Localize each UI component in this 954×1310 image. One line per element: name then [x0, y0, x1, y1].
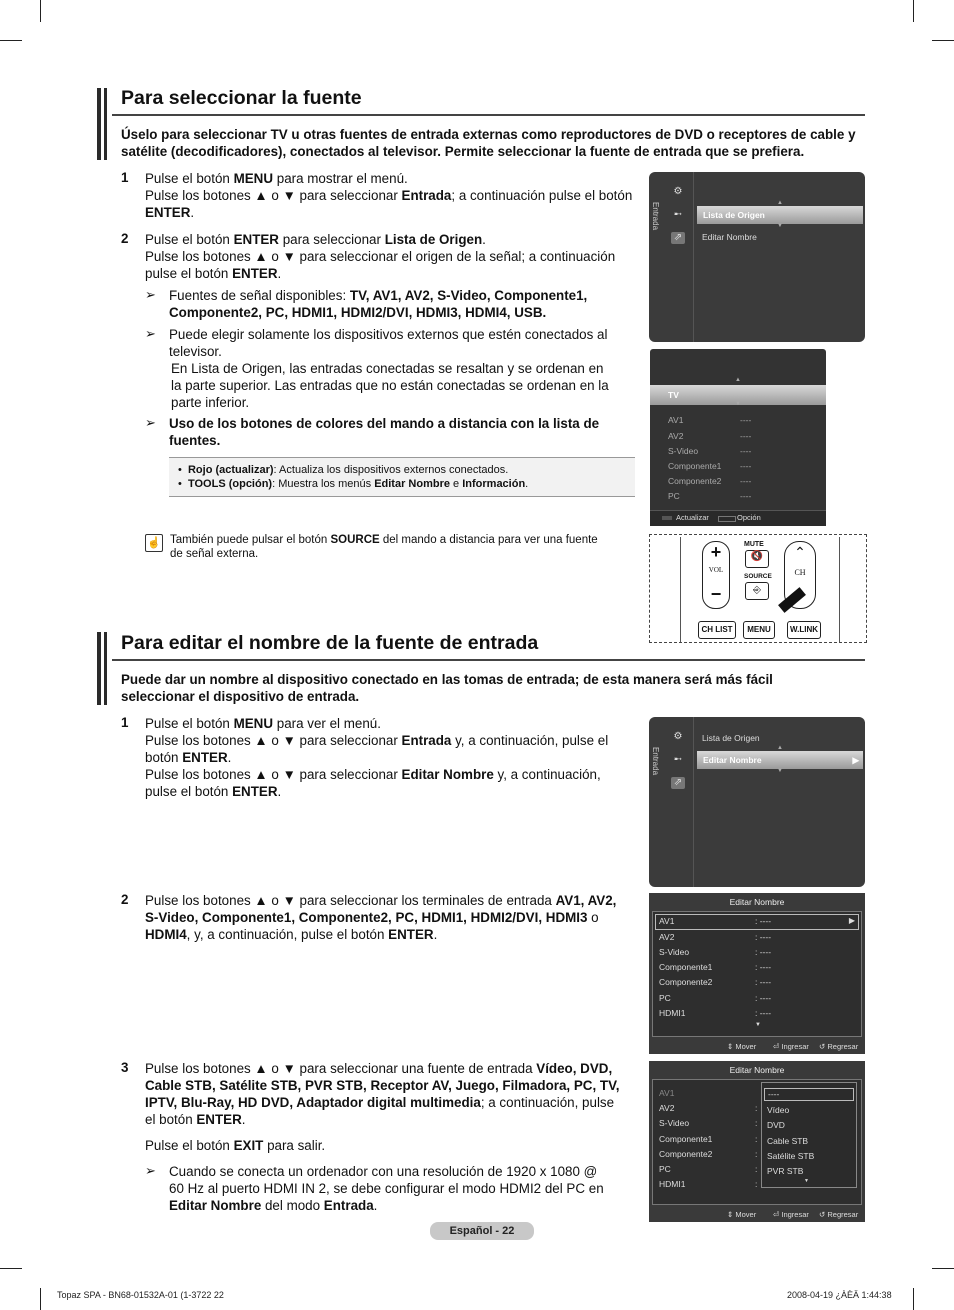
down-arrow-icon: ▼ — [755, 1022, 761, 1028]
source-row[interactable]: S-Video — [668, 446, 699, 456]
menu-screen-entrada — [649, 172, 865, 342]
step-number: 2 — [121, 892, 129, 907]
up-arrow-icon: ▲ — [777, 745, 783, 751]
option-label: Opción — [737, 513, 761, 522]
input-row[interactable]: S-Video — [659, 947, 690, 957]
input-row[interactable]: Componente1 — [659, 962, 713, 972]
print-slug-left: Topaz SPA - BN68-01532A-01 (1-3722 22 — [57, 1290, 224, 1300]
mute-label: MUTE — [744, 541, 764, 548]
up-arrow-icon: ▲ — [735, 377, 741, 383]
input-name-value: : ---- — [755, 1008, 772, 1018]
input-row[interactable]: S-Video — [659, 1118, 690, 1128]
crop-mark — [0, 40, 22, 41]
section-intro: Úselo para seleccionar TV u otras fuentes de entrada externas como reproductores de DVD o receptores de cable y satélite (decodificadores), conectados al televisor. Permite seleccionar la fuente de entrada que se prefiera. — [121, 127, 856, 159]
down-arrow-icon: ▼ — [777, 768, 783, 774]
return-hint: ↺ Regresar — [819, 1042, 859, 1051]
step-number: 1 — [121, 170, 129, 185]
source-list-footer — [650, 510, 826, 526]
input-row[interactable]: Componente2 — [659, 977, 713, 987]
chevron-right-icon: ▶ — [852, 755, 859, 765]
tools-button-icon — [718, 516, 736, 522]
chlist-button[interactable]: CH LIST — [698, 621, 736, 639]
step-number: 1 — [121, 715, 129, 730]
input-name-value: : ---- — [755, 932, 772, 942]
hdmi-note: Cuando se conecta un ordenador con una resolución de 1920 x 1080 @ 60 Hz al puerto HDMI IN 2, se debe configurar el modo HDMI2 del PC en Editar Nombre del modo Entrada. — [169, 1164, 604, 1213]
step-number: 3 — [121, 1060, 129, 1075]
input-name-value: : ---- — [755, 993, 772, 1003]
section-bar — [97, 88, 101, 160]
menu-item-lista-de-origen[interactable]: Lista de Origen — [702, 733, 760, 743]
down-arrow-icon: ▼ — [804, 1178, 809, 1184]
input-icon: ➸ — [673, 209, 683, 220]
return-hint: ↺ Regresar — [819, 1210, 859, 1219]
channel-rocker[interactable]: ⌃ CH — [784, 541, 816, 609]
input-row[interactable]: Componente2 — [659, 1149, 713, 1159]
source-row[interactable]: PC — [668, 491, 680, 501]
crop-mark — [913, 1288, 914, 1310]
menu-side-label: Entrada — [651, 202, 660, 231]
source-tip: También puede pulsar el botón SOURCE del mando a distancia para ver una fuente de señal externa. — [170, 534, 598, 560]
source-value: ---- — [740, 431, 752, 441]
input-row[interactable]: PC — [659, 1164, 671, 1174]
arrow-bullet-icon: ➢ — [145, 287, 156, 302]
volume-rocker[interactable]: + VOL − — [702, 541, 730, 609]
chevron-right-icon: ▶ — [848, 916, 855, 925]
input-row[interactable]: AV1 — [659, 916, 675, 926]
print-slug-right: 2008-04-19 ¿ÀÈÄ 1:44:38 — [787, 1290, 892, 1300]
edit-name-title: Editar Nombre — [729, 897, 785, 907]
input-row[interactable]: AV2 — [659, 1103, 675, 1113]
source-value: ---- — [740, 446, 752, 456]
input-name-value: : ---- — [755, 947, 772, 957]
edit-name-screen — [649, 893, 865, 1054]
input-row[interactable]: PC — [659, 993, 671, 1003]
section-bar — [104, 88, 107, 160]
app-icon: ⇗ — [671, 232, 685, 244]
source-row[interactable]: AV1 — [668, 415, 684, 425]
menu-item-editar-nombre[interactable]: Editar Nombre ▶ — [697, 751, 863, 769]
input-row[interactable]: HDMI1 — [659, 1179, 686, 1189]
down-arrow-icon: ▼ — [777, 223, 783, 229]
enter-hint: ⏎ Ingresar — [773, 1210, 809, 1219]
up-arrow-icon: ▲ — [777, 200, 783, 206]
refresh-label: Actualizar — [676, 513, 709, 522]
app-icon: ⇗ — [671, 777, 685, 789]
edit-name-list: AV1 AV2 S-Video Componente1 Componente2 PC HDMI1 : : : : : : ---- Vídeo DVD Cable STB Satélite STB PVR STB ▼ — [652, 1079, 862, 1205]
menu-screen-edit-name — [649, 717, 865, 887]
source-tv[interactable]: TV — [650, 385, 826, 405]
source-row[interactable]: AV2 — [668, 431, 684, 441]
edit-step-3-text: Pulse los botones ▲ o ▼ para seleccionar una fuente de entrada Vídeo, DVD, Cable STB, Satélite STB, PVR STB, Receptor AV, Juego, Filmadora, PC, TV, IPTV, Blu-Ray, HD DVD, Adaptador digital multimedia; a continuación, pulse el botón ENTER. — [145, 1061, 620, 1127]
section-rule — [112, 114, 865, 116]
edit-step-1-text: Pulse el botón MENU para ver el menú. Pulse los botones ▲ o ▼ para seleccionar Entrada y, a continuación, pulse el botón ENTER. Pulse los botones ▲ o ▼ para seleccionar Editar Nombre y, a continuación, pulse el botón ENTER. — [145, 716, 609, 799]
bullet-sources: Fuentes de señal disponibles: TV, AV1, AV2, S-Video, Componente1, Componente2, PC, HDMI1, HDMI2/DVI, HDMI3, HDMI4, USB. — [169, 288, 588, 320]
dropdown-option[interactable]: PVR STB — [767, 1166, 804, 1176]
red-button-icon — [662, 516, 672, 520]
bullet-color-buttons: Uso de los botones de colores del mando a distancia con la lista de fuentes. — [169, 416, 600, 448]
source-value: ---- — [740, 461, 752, 471]
section-bar — [97, 632, 101, 705]
device-type-dropdown[interactable] — [761, 1082, 857, 1188]
edit-name-list — [652, 911, 862, 1037]
wlink-button[interactable]: W.LINK — [787, 621, 821, 639]
input-name-value: : ---- — [755, 977, 772, 987]
page-number: Español - 22 — [430, 1222, 534, 1240]
move-hint: ⇕ Mover — [727, 1042, 757, 1051]
bullet-connected: Puede elegir solamente los dispositivos externos que estén conectados al televisor. En Lista de Origen, las entradas conectadas se resaltan y se ordenan en la parte superior. Las entradas que no están conectadas se ordenan en la parte inferior. — [169, 327, 609, 410]
arrow-bullet-icon: ➢ — [145, 326, 156, 341]
source-value: ---- — [740, 491, 752, 501]
input-row[interactable]: AV1 — [659, 1088, 675, 1098]
color-buttons-note: • Rojo (actualizar): Actualiza los dispositivos externos conectados. • TOOLS (opción): Muestra los menús Editar Nombre e Información. — [169, 457, 635, 497]
step-2-text: Pulse el botón ENTER para seleccionar Lista de Origen. Pulse los botones ▲ o ▼ para seleccionar el origen de la señal; a continuación pulse el botón ENTER. — [145, 232, 616, 281]
step-number: 2 — [121, 231, 129, 246]
enter-hint: ⏎ Ingresar — [773, 1042, 809, 1051]
crop-mark — [932, 1268, 954, 1269]
dropdown-option[interactable]: Vídeo — [767, 1105, 790, 1115]
arrow-bullet-icon: ➢ — [145, 415, 156, 430]
menu-item-editar-nombre[interactable]: Editar Nombre — [702, 232, 757, 242]
step-1-text: Pulse el botón MENU para mostrar el menú. Pulse los botones ▲ o ▼ para seleccionar Entrada; a continuación pulse el botón ENTER. — [145, 171, 633, 220]
section-intro: Puede dar un nombre al dispositivo conectado en las tomas de entrada; de esta manera será más fácil seleccionar el dispositivo de entrada. — [121, 672, 773, 704]
note-hand-icon: ☝ — [145, 534, 163, 552]
edit-name-popup-screen — [649, 1061, 865, 1222]
crop-mark — [40, 0, 41, 22]
menu-side-label: Entrada — [651, 747, 660, 776]
section-title: Para editar el nombre de la fuente de entrada — [121, 632, 539, 654]
input-name-value: : ---- — [755, 962, 772, 972]
move-hint: ⇕ Mover — [727, 1210, 757, 1219]
mute-button[interactable]: 🔇 — [745, 550, 769, 568]
menu-item-lista-de-origen[interactable]: Lista de Origen — [697, 206, 863, 224]
dropdown-option[interactable]: DVD — [767, 1120, 785, 1130]
down-arrow-icon: ▼ — [735, 401, 741, 407]
crop-mark — [913, 0, 914, 22]
dropdown-current[interactable]: ---- — [764, 1088, 854, 1101]
input-row[interactable]: AV2 — [659, 932, 675, 942]
dropdown-option[interactable]: Cable STB — [767, 1136, 809, 1146]
source-row[interactable]: Componente2 — [668, 476, 722, 486]
dropdown-option[interactable]: Satélite STB — [767, 1151, 815, 1161]
settings-icon: ⚙ — [673, 186, 683, 197]
input-row[interactable]: Componente1 — [659, 1134, 713, 1144]
input-row[interactable]: HDMI1 — [659, 1008, 686, 1018]
section-rule — [112, 659, 865, 661]
edit-step-2-text: Pulse los botones ▲ o ▼ para seleccionar los terminales de entrada AV1, AV2, S-Video, Componente1, Componente2, PC, HDMI1, HDMI2/DVI, HDMI3 o HDMI4, y, a continuación, pulse el botón ENTER. — [145, 893, 617, 942]
crop-mark — [0, 1268, 22, 1269]
section-title: Para seleccionar la fuente — [121, 87, 362, 109]
source-value: ---- — [740, 476, 752, 486]
remote-illustration — [649, 534, 867, 643]
input-icon: ➸ — [673, 754, 683, 765]
exit-instruction: Pulse el botón EXIT para salir. — [145, 1138, 326, 1153]
source-value: ---- — [740, 415, 752, 425]
source-row[interactable]: Componente1 — [668, 461, 722, 471]
arrow-bullet-icon: ➢ — [145, 1163, 156, 1178]
source-button[interactable]: ⎆ — [745, 582, 769, 600]
settings-icon: ⚙ — [673, 731, 683, 742]
section-bar — [104, 632, 107, 705]
source-label: SOURCE — [744, 573, 772, 580]
crop-mark — [40, 1288, 41, 1310]
edit-name-title: Editar Nombre — [729, 1065, 785, 1075]
source-list-screen — [650, 349, 826, 526]
crop-mark — [932, 40, 954, 41]
menu-button[interactable]: MENU — [743, 621, 775, 639]
input-name-value: : ---- — [755, 916, 772, 926]
